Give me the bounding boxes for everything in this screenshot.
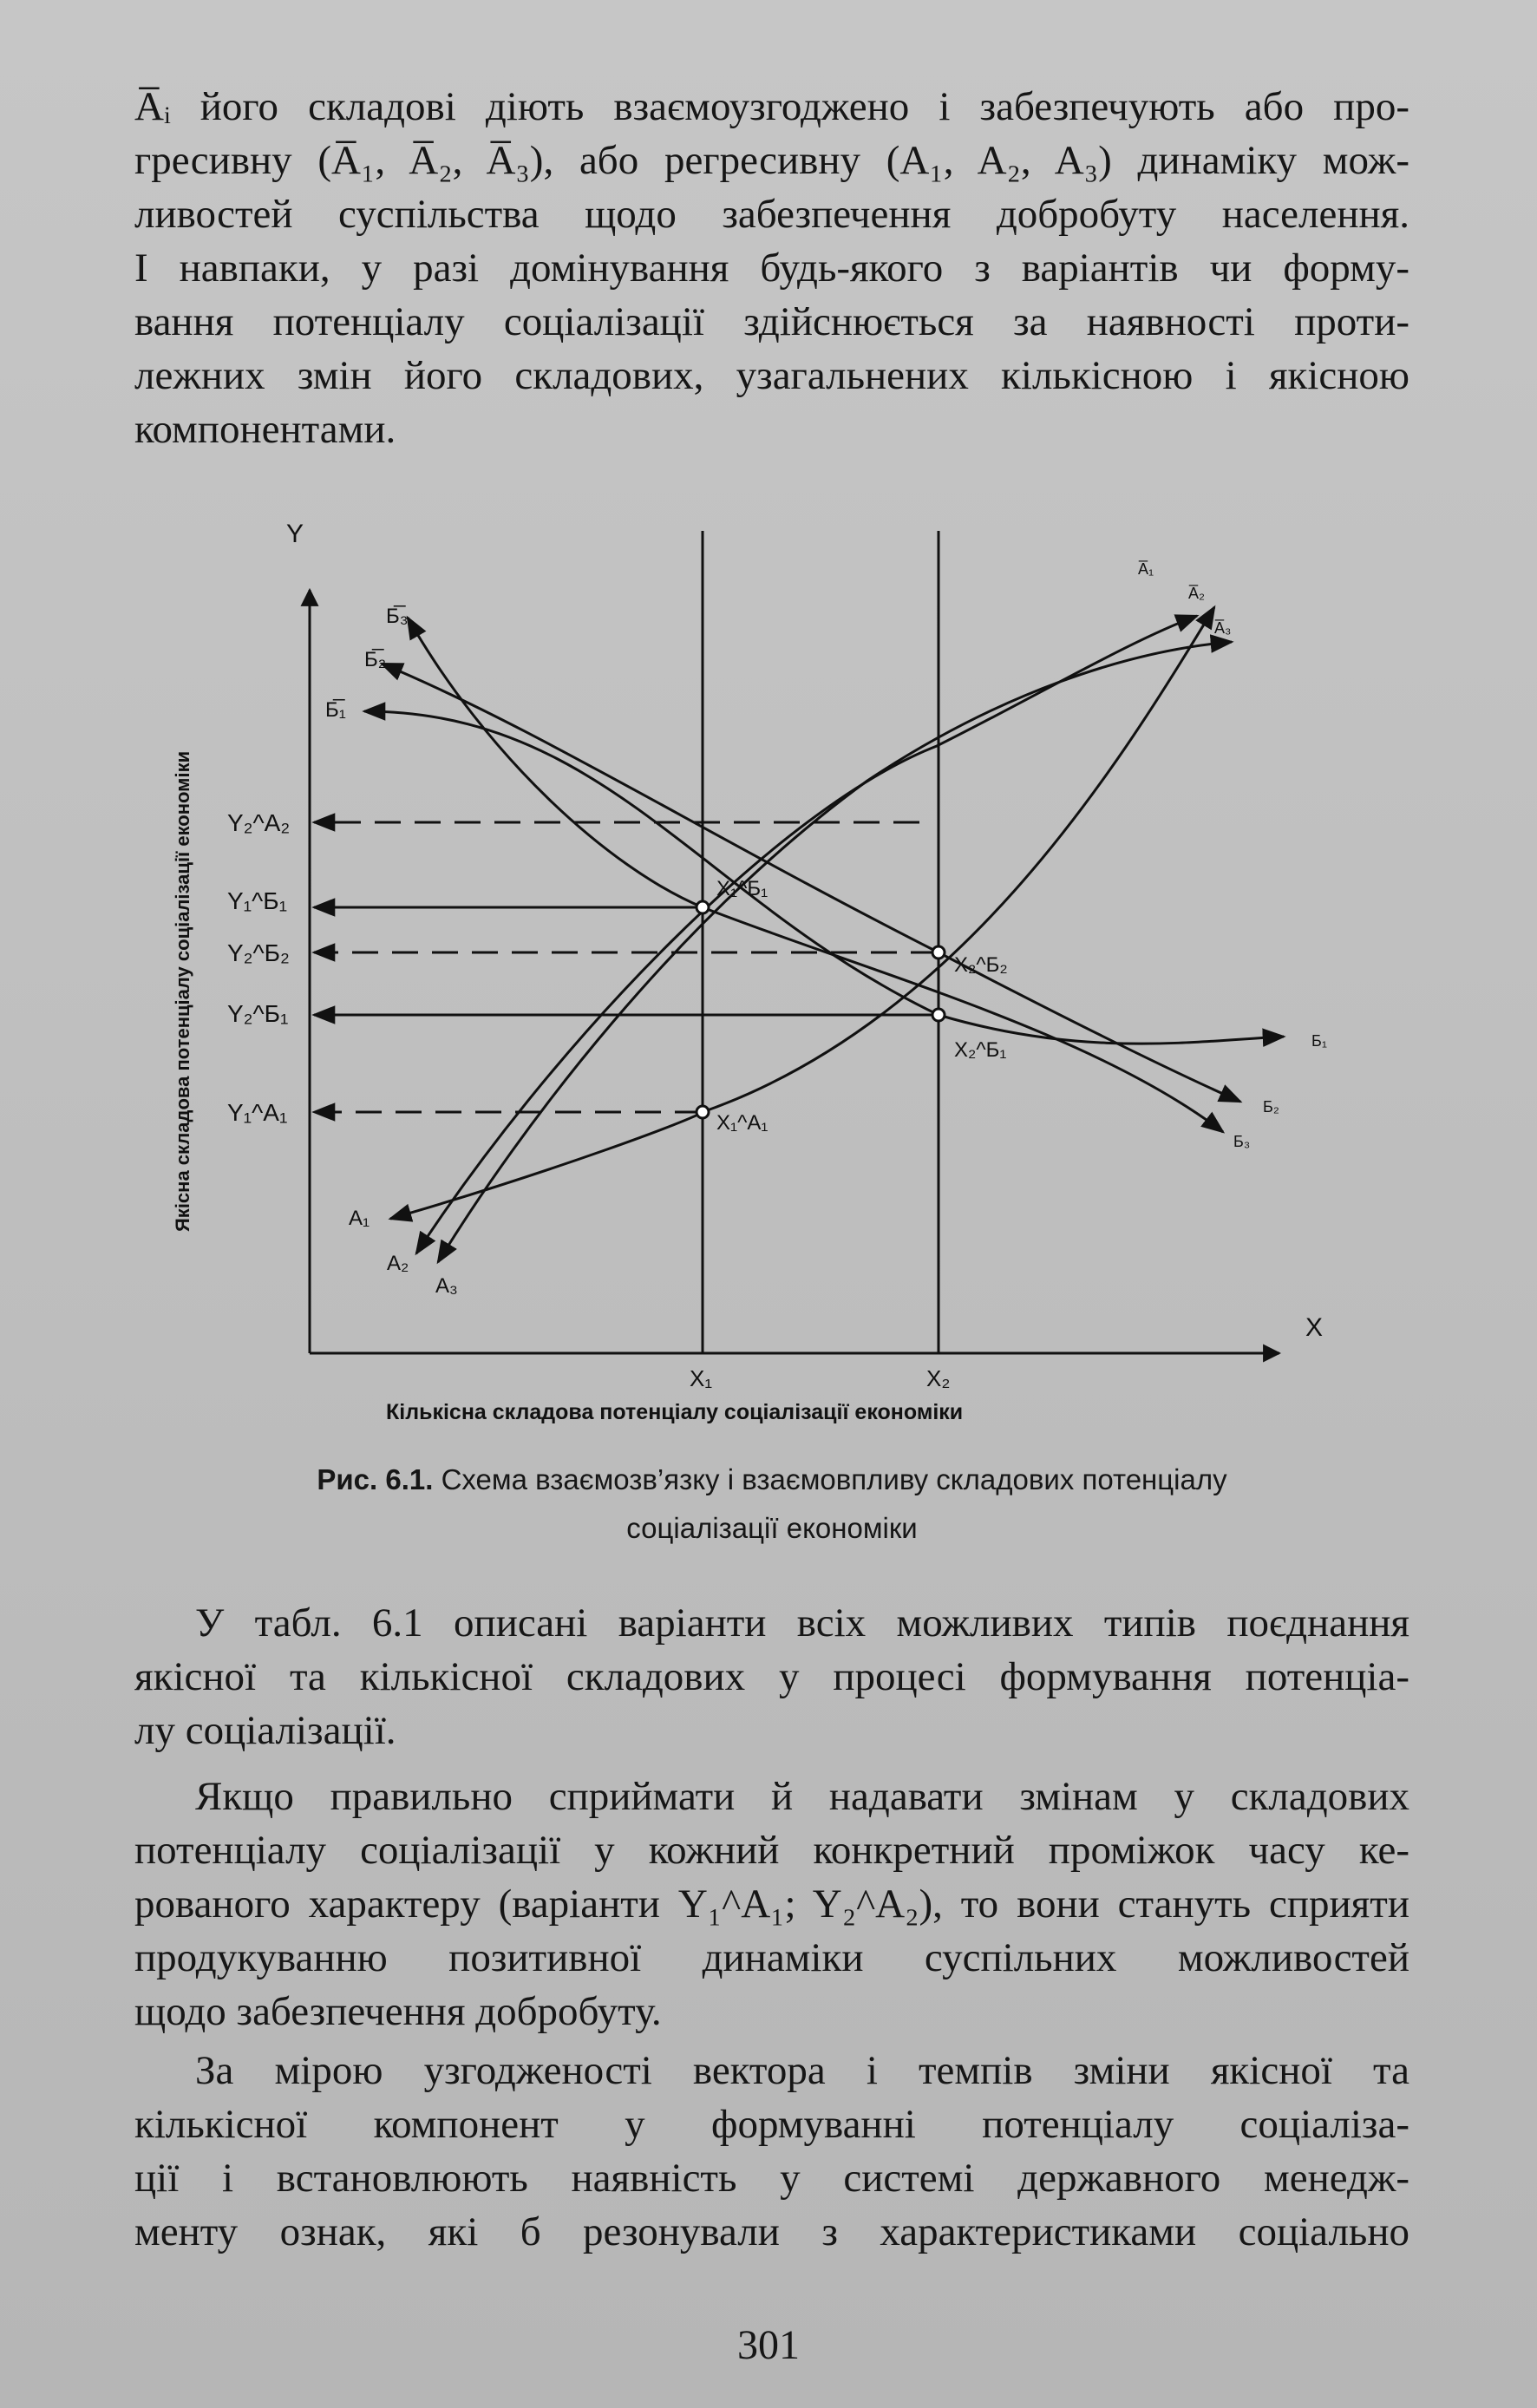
point-label: X₂^Б₁ <box>954 1038 1007 1062</box>
curve-b2 <box>382 664 1240 1102</box>
curve-b3 <box>408 618 1223 1132</box>
curve-label: Б̅₁ <box>325 698 346 722</box>
text-line: гресивну (A̅₁, A̅₂, A̅₃), або регресивну (A₁, A₂, A₃) динаміку мож- <box>134 138 1409 183</box>
curve-label: Б₃ <box>1233 1133 1251 1150</box>
curve-a1 <box>390 607 1214 1219</box>
page-number: 301 <box>737 2322 800 2368</box>
curve-label: Б₂ <box>1263 1098 1279 1116</box>
caption-label: Рис. 6.1. <box>317 1463 434 1495</box>
point-label: X₁^Б₁ <box>716 877 768 900</box>
y-axis-title: Якісна складова потенціалу соціалізації економіки <box>172 750 193 1232</box>
point-x1-b1 <box>697 901 709 913</box>
x-tick-x2: X₂ <box>926 1365 951 1391</box>
x-axis-letter: X <box>1305 1313 1324 1342</box>
text-line: вання потенціалу соціалізації здійснюється за наявності проти- <box>134 299 1409 344</box>
paragraph-coordination <box>134 2044 1409 2259</box>
paragraph-table-ref <box>134 1596 1409 1757</box>
figure-caption <box>134 1456 1409 1553</box>
text-line: ливостей суспільства щодо забезпечення добробуту населення. <box>134 192 1409 237</box>
caption-line-1: Схема взаємозв’язку і взаємовпливу складових потенціалу <box>441 1463 1227 1495</box>
text-line: щодо забезпечення добробуту. <box>134 1989 662 2034</box>
point-x1-a1 <box>697 1106 709 1118</box>
curve-label: Б̅₃ <box>386 605 409 628</box>
text-line: потенціалу соціалізації у кожний конкретний проміжок часу ке- <box>134 1828 1409 1873</box>
text-line: рованого характеру (варіанти Y₁^A₁; Y₂^A₂), то вони стануть сприяти <box>134 1881 1409 1927</box>
point-x2-b2 <box>932 946 945 959</box>
text-line: компонентами. <box>134 407 396 452</box>
text-line: У табл. 6.1 описані варіанти всіх можливих типів поєднання <box>195 1600 1409 1646</box>
curve-label: Б₁ <box>1311 1032 1327 1050</box>
x-tick-x1: X₁ <box>690 1365 713 1391</box>
text-line: І навпаки, у разі домінування будь-якого з варіантів чи форму- <box>134 245 1409 291</box>
y-level-label: Y₂^Б₁ <box>227 1000 289 1027</box>
text-line: кількісної компонент у формуванні потенціалу соціаліза- <box>134 2102 1409 2147</box>
text-line: ції і встановлюють наявність у системі державного менедж- <box>134 2156 1409 2201</box>
caption-line-2: соціалізації економіки <box>626 1512 918 1544</box>
text-line: лежних змін його складових, узагальнених кількісною і якісною <box>134 353 1409 398</box>
y-level-label: Y₁^A₁ <box>227 1099 288 1126</box>
text-line: A̅ᵢ його складові діють взаємоузгоджено і забезпечують або про- <box>134 84 1409 129</box>
curve-label: A₁ <box>349 1207 370 1230</box>
paragraph-management <box>134 1770 1409 2038</box>
text-line: лу соціалізації. <box>134 1708 396 1753</box>
text-line: продукуванню позитивної динаміки суспільних можливостей <box>134 1935 1409 1980</box>
text-line: За мірою узгодженості вектора і темпів зміни якісної та <box>195 2048 1409 2093</box>
curve-label: Б̅₂ <box>364 648 387 671</box>
curve-label: A̅₂ <box>1188 585 1205 602</box>
curve-label: A₂ <box>387 1252 409 1275</box>
curve-label: A₃ <box>435 1274 458 1298</box>
point-label: X₂^Б₂ <box>954 953 1008 977</box>
y-level-label: Y₁^Б₁ <box>227 887 288 914</box>
y-level-label: Y₂^Б₂ <box>227 939 290 966</box>
y-axis-letter: Y <box>286 520 304 548</box>
x-axis-title: Кількісна складова потенціалу соціалізації економіки <box>386 1400 964 1424</box>
text-line: Якщо правильно сприймати й надавати змінам у складових <box>195 1774 1409 1819</box>
point-label: X₁^A₁ <box>716 1111 768 1135</box>
curve-b1 <box>364 711 1284 1044</box>
point-x2-b1 <box>932 1009 945 1021</box>
curve-a2 <box>416 616 1197 1253</box>
curve-label: A̅₁ <box>1138 560 1154 578</box>
text-line: якісної та кількісної складових у процесі формування потенціа- <box>134 1654 1409 1699</box>
y-level-label: Y₂^A₂ <box>227 809 291 836</box>
curve-label: A̅₃ <box>1214 619 1232 637</box>
text-line: менту ознак, які б резонували з характеристиками соціально <box>134 2209 1409 2254</box>
